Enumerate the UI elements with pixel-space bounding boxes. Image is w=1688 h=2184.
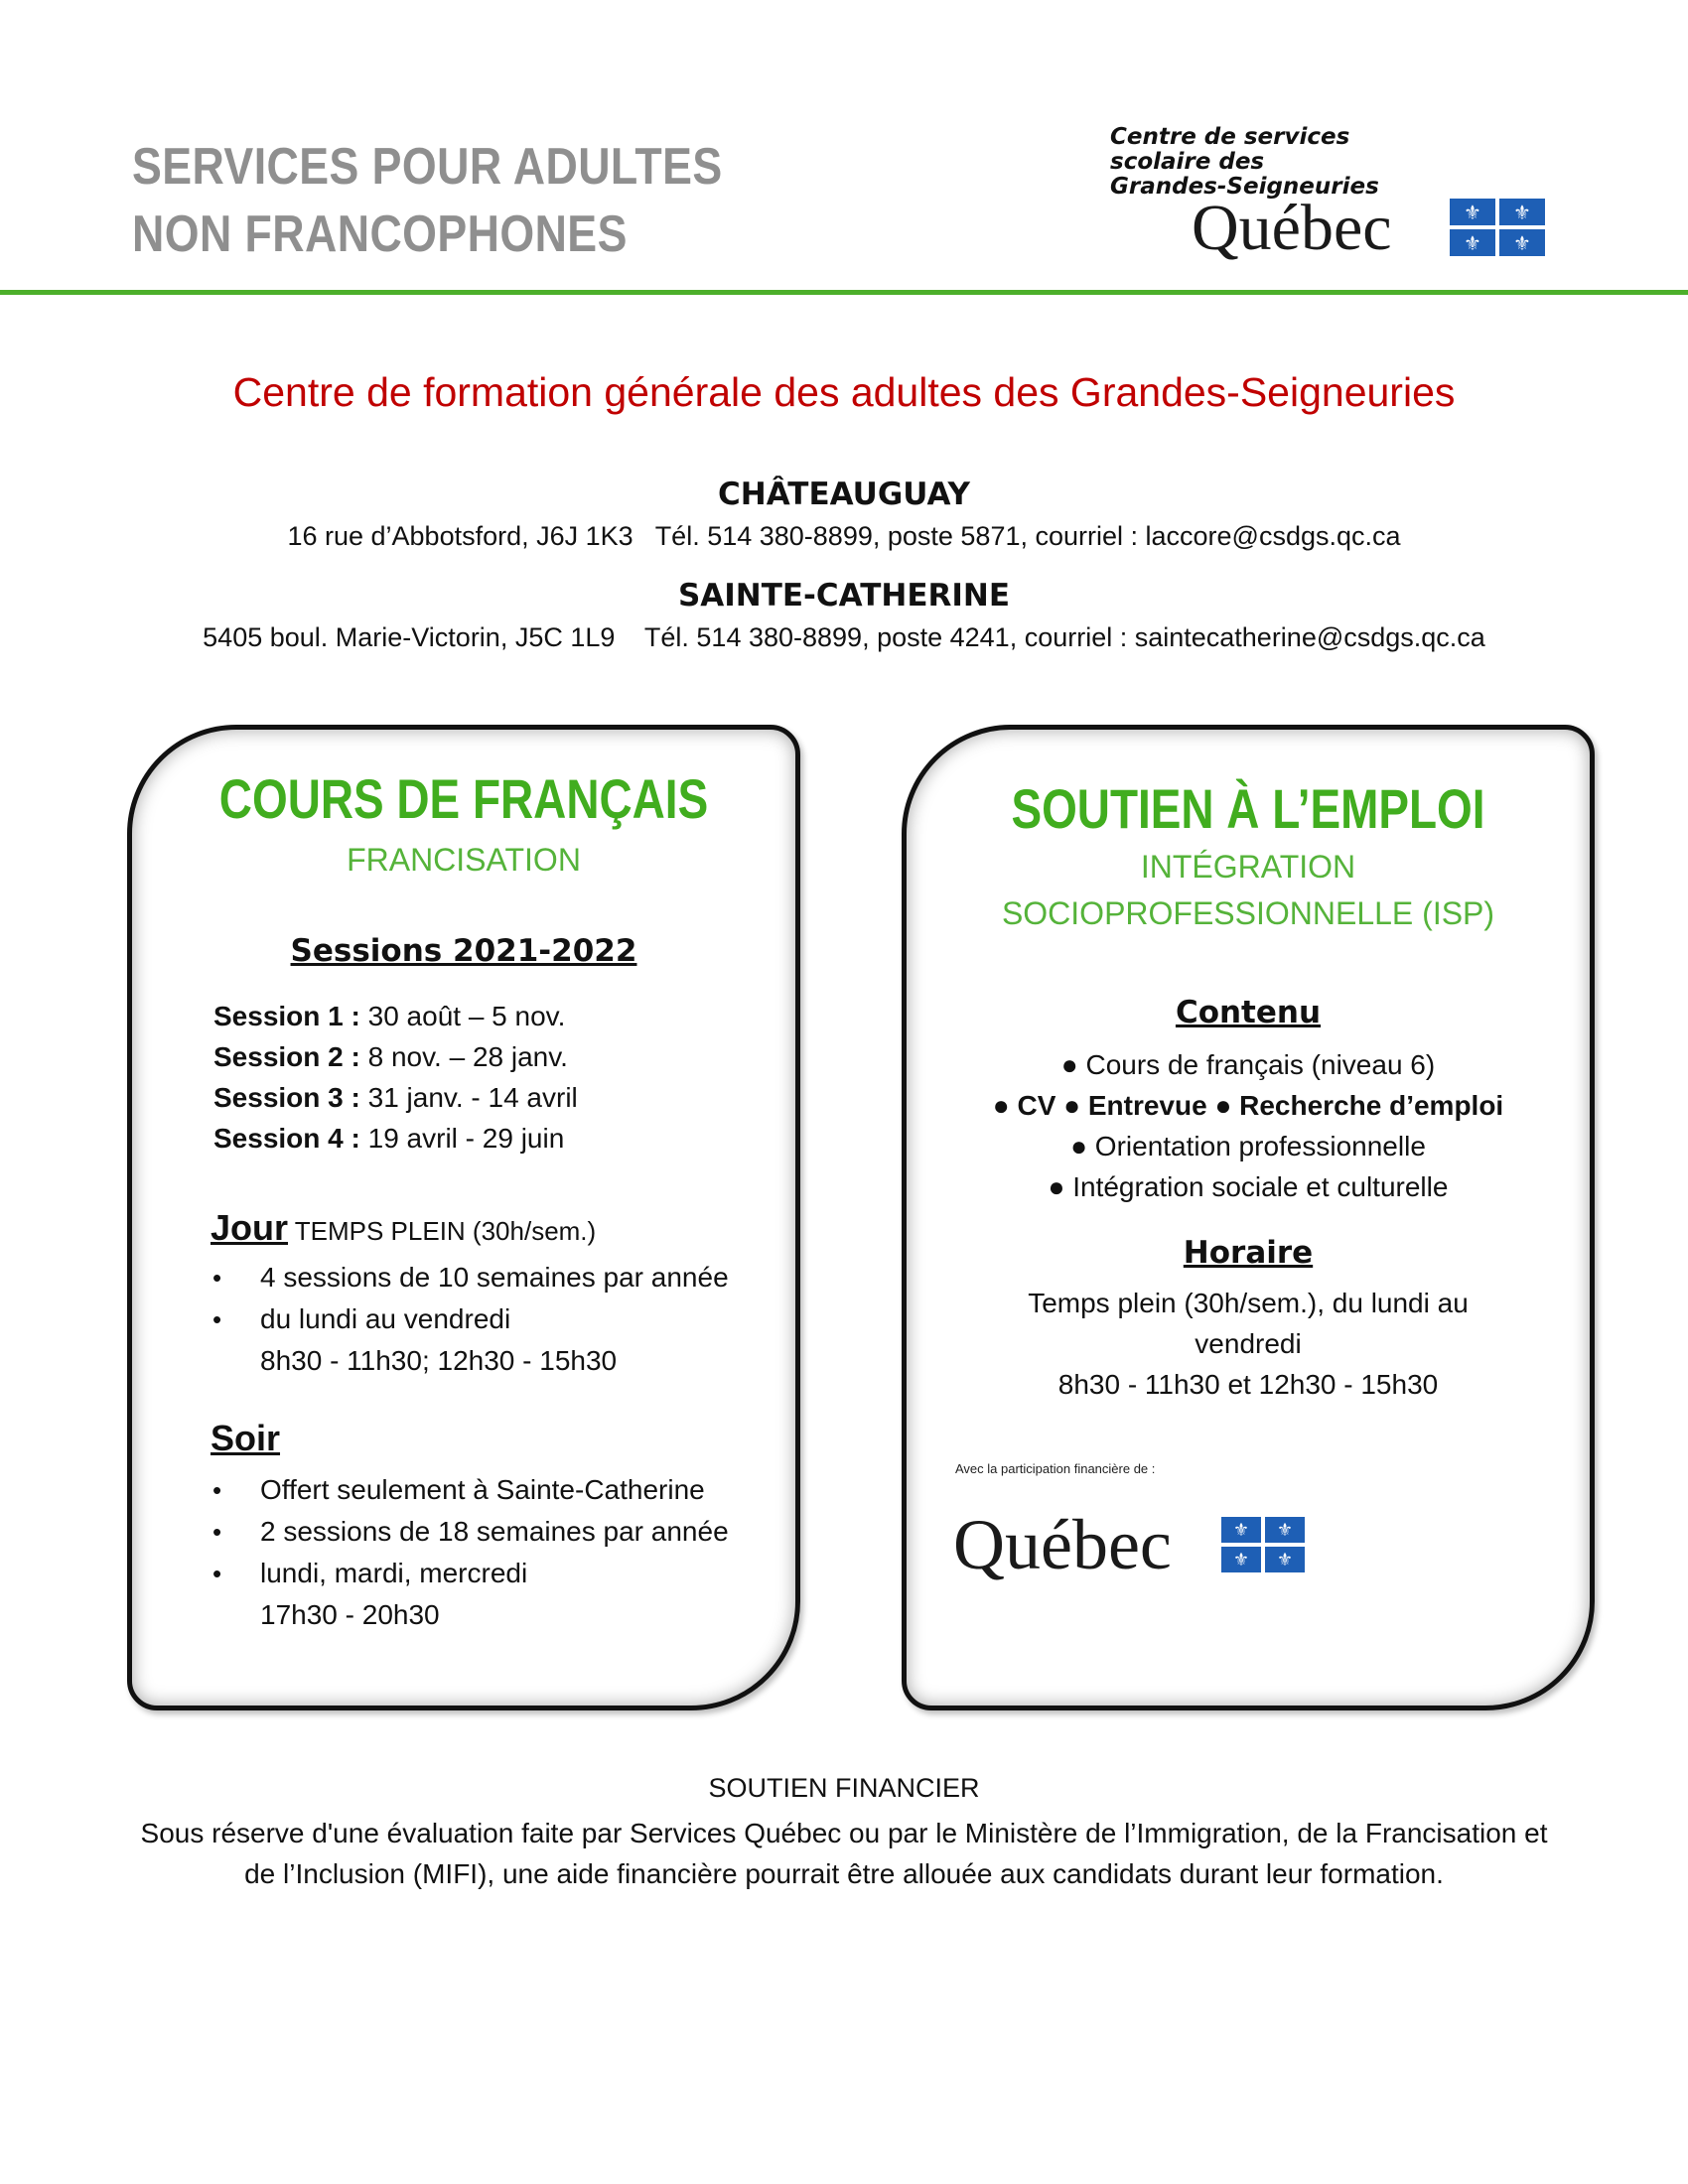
list-item: [211, 1553, 729, 1636]
session-dates: 8 nov. – 28 janv.: [359, 1041, 568, 1072]
list-item-text: du lundi au vendredi: [260, 1303, 511, 1334]
quebec-logo-wordmark: Québec: [953, 1505, 1172, 1584]
contenu-line: ● Cours de français (niveau 6): [1060, 1049, 1436, 1080]
header-divider: [0, 290, 1688, 295]
org-name-line2: scolaire des: [1110, 149, 1265, 175]
horaire-line: vendredi: [1195, 1328, 1302, 1359]
fleur-de-lis-icon: ⚜: [1265, 1547, 1305, 1572]
list-item-text: Offert seulement à Sainte-Catherine: [260, 1474, 705, 1505]
sessions-list: [213, 996, 578, 1159]
list-item-text: 2 sessions de 18 semaines par année: [260, 1516, 729, 1547]
list-item: [211, 1298, 729, 1382]
financial-support-text: Sous réserve d'une évaluation faite par Services Québec ou par le Ministère de l’Immigration, de la Francisation et de l’Inclusion (MIFI), une aide financière pourrait être allouée aux candidats durant leur formation.: [140, 1818, 1548, 1889]
org-name-line3: Grandes-Seigneuries: [1110, 174, 1379, 200]
page-title: Centre de formation générale des adultes des Grandes-Seigneuries: [232, 369, 1456, 415]
employment-subheading-line2: SOCIOPROFESSIONNELLE (ISP): [1001, 895, 1495, 931]
contenu-list: [902, 1044, 1595, 1207]
financial-participation-note: Avec la participation financière de :: [955, 1461, 1156, 1476]
fleur-de-lis-icon: ⚜: [1221, 1547, 1261, 1572]
fleur-de-lis-icon: ⚜: [1265, 1517, 1305, 1543]
horaire-line: Temps plein (30h/sem.), du lundi au: [1028, 1288, 1469, 1318]
program-title-line1: SERVICES POUR ADULTES: [132, 138, 723, 196]
organization-name: [1110, 125, 1428, 200]
session-item: [213, 996, 578, 1036]
soir-list: [211, 1469, 729, 1636]
program-title: [132, 133, 730, 268]
fleur-de-lis-icon: ⚜: [1450, 199, 1495, 225]
org-name-line1: Centre de services: [1110, 124, 1350, 150]
session-dates: 31 janv. - 14 avril: [359, 1082, 578, 1113]
horaire-line: 8h30 - 11h30 et 12h30 - 15h30: [1057, 1369, 1439, 1400]
francisation-heading: COURS DE FRANÇAIS: [218, 767, 709, 830]
fleur-de-lis-icon: ⚜: [1221, 1517, 1261, 1543]
horaire-title: Horaire: [1183, 1235, 1314, 1271]
session-item: [213, 1036, 578, 1077]
contenu-line: ● Intégration sociale et culturelle: [1048, 1171, 1449, 1202]
list-item: [211, 1257, 729, 1298]
location-city-chateauguay: CHÂTEAUGUAY: [718, 477, 970, 512]
location-address-sainte-catherine: 5405 boul. Marie-Victorin, J5C 1L9 Tél. 514 380-8899, poste 4241, courriel : saintecatherine@csdgs.qc.ca: [203, 622, 1485, 652]
soir-section-title: [211, 1418, 280, 1459]
program-title-line2: NON FRANCOPHONES: [132, 205, 628, 263]
location-city-sainte-catherine: SAINTE-CATHERINE: [677, 578, 1011, 614]
contenu-line: ● CV ● Entrevue ● Recherche d’emploi: [992, 1090, 1504, 1121]
session-item: [213, 1077, 578, 1118]
list-item-continuation: 8h30 - 11h30; 12h30 - 15h30: [260, 1345, 618, 1376]
jour-list: [211, 1257, 729, 1382]
jour-subtitle: TEMPS PLEIN (30h/sem.): [288, 1216, 597, 1246]
contenu-line: ● Orientation professionnelle: [1070, 1131, 1426, 1161]
quebec-flag-icon: [1221, 1517, 1305, 1572]
fleur-de-lis-icon: ⚜: [1499, 199, 1545, 225]
francisation-subheading: FRANCISATION: [347, 842, 581, 878]
employment-heading: SOUTIEN À L’EMPLOI: [1011, 777, 1485, 840]
list-item: [211, 1469, 729, 1511]
fleur-de-lis-icon: ⚜: [1499, 229, 1545, 256]
session-dates: 19 avril - 29 juin: [359, 1123, 565, 1154]
session-label: Session 2 :: [213, 1041, 360, 1072]
financial-support-title: SOUTIEN FINANCIER: [708, 1773, 980, 1803]
jour-title: Jour: [211, 1207, 289, 1248]
horaire-text: [902, 1283, 1595, 1405]
location-address-chateauguay: 16 rue d’Abbotsford, J6J 1K3 Tél. 514 380-8899, poste 5871, courriel : laccore@csdgs.qc.ca: [287, 521, 1401, 551]
list-item-continuation: 17h30 - 20h30: [260, 1599, 440, 1630]
employment-subheading-line1: INTÉGRATION: [1140, 849, 1356, 885]
session-item: [213, 1118, 578, 1159]
list-item: [211, 1511, 729, 1553]
quebec-logo-wordmark: Québec: [1192, 192, 1392, 264]
session-label: Session 3 :: [213, 1082, 360, 1113]
list-item-text: lundi, mardi, mercredi: [260, 1558, 528, 1588]
list-item-text: 4 sessions de 10 semaines par année: [260, 1262, 729, 1293]
quebec-flag-icon: [1450, 199, 1545, 256]
session-label: Session 4 :: [213, 1123, 360, 1154]
contenu-title: Contenu: [1175, 995, 1322, 1030]
fleur-de-lis-icon: ⚜: [1450, 229, 1495, 256]
sessions-title: Sessions 2021-2022: [290, 933, 637, 969]
session-dates: 30 août – 5 nov.: [359, 1001, 566, 1031]
soir-title: Soir: [211, 1418, 281, 1458]
session-label: Session 1 :: [213, 1001, 360, 1031]
jour-section-title: [211, 1207, 596, 1249]
